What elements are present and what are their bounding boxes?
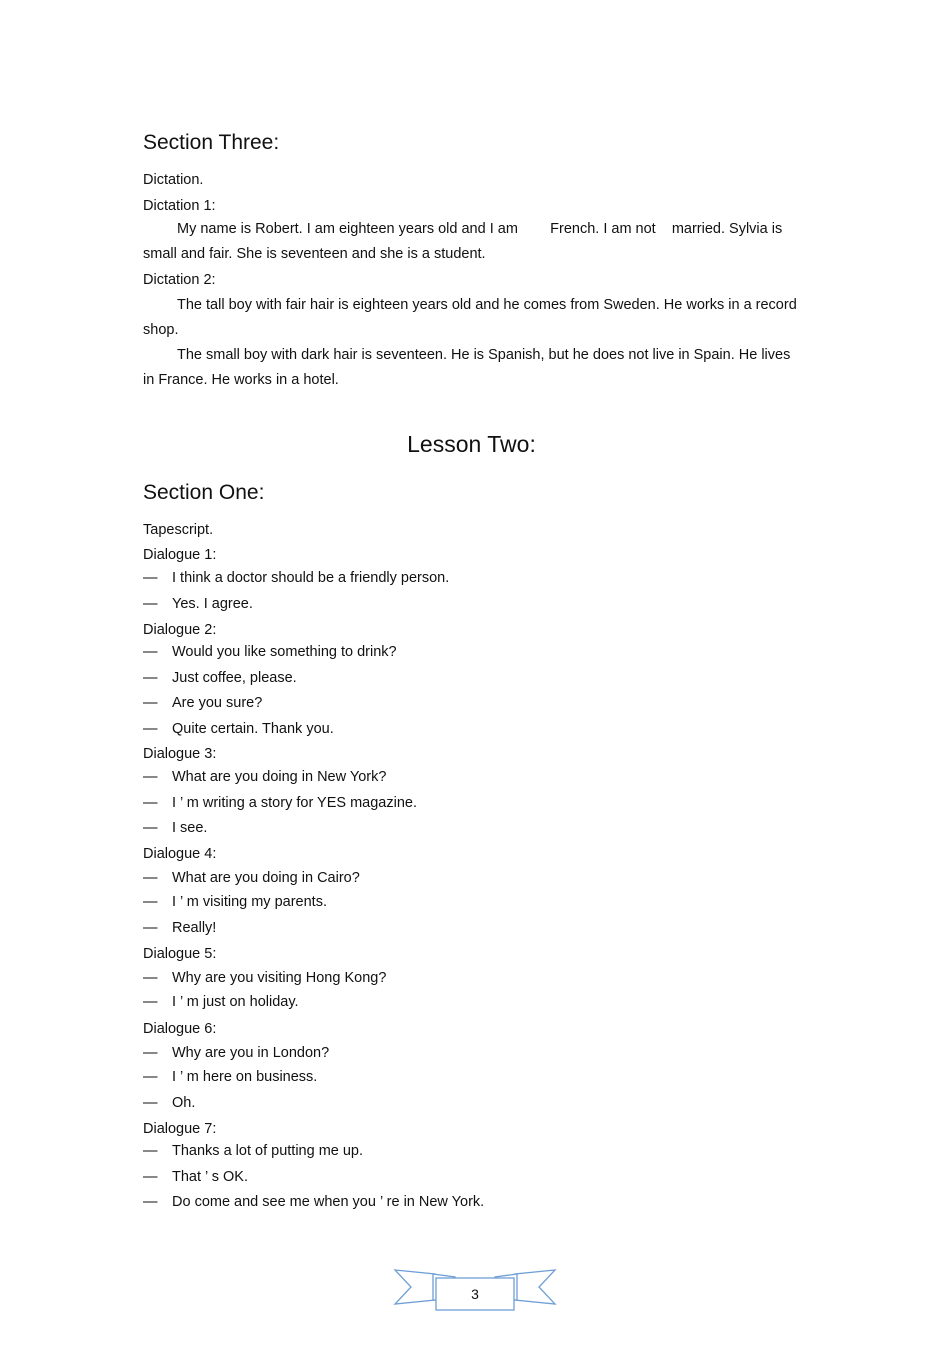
dialogue-dash: — xyxy=(143,1169,158,1185)
page-number: 3 xyxy=(471,1286,479,1302)
dictation-2-title: Dictation 2: xyxy=(143,272,216,288)
dialogue-line: Do come and see me when you ’ re in New York. xyxy=(172,1194,485,1210)
dialogue-dash: — xyxy=(143,644,158,660)
dialogue-line: That ’ s OK. xyxy=(172,1169,249,1185)
dialogue-1-title: Dialogue 1: xyxy=(143,547,217,563)
dictation-1-title: Dictation 1: xyxy=(143,198,216,214)
dialogue-line: I ’ m just on holiday. xyxy=(172,994,299,1010)
dialogue-line: Would you like something to drink? xyxy=(172,644,397,660)
dialogue-dash: — xyxy=(143,721,158,737)
dialogue-line: Really! xyxy=(172,920,217,936)
dialogue-dash: — xyxy=(143,1194,158,1210)
dictation-2-p2-body: The small boy with dark hair is seventeen. He is Spanish, but he does not live in Spain. He lives in France. He works in a hotel. xyxy=(143,347,791,388)
dialogue-line: I ’ m writing a story for YES magazine. xyxy=(172,795,417,811)
dialogue-4-title: Dialogue 4: xyxy=(143,846,217,862)
dialogue-line: Why are you visiting Hong Kong? xyxy=(172,970,387,986)
dialogue-line: Are you sure? xyxy=(172,695,263,711)
dialogue-line: Just coffee, please. xyxy=(172,670,297,686)
dialogue-line: I ’ m visiting my parents. xyxy=(172,894,327,910)
dialogue-dash: — xyxy=(143,570,158,586)
dialogue-line: Thanks a lot of putting me up. xyxy=(172,1143,364,1159)
dialogue-line: I ’ m here on business. xyxy=(172,1069,318,1085)
section-one-heading: Section One: xyxy=(143,481,265,504)
dialogue-line: Quite certain. Thank you. xyxy=(172,721,334,737)
dictation-2-paragraph-2 xyxy=(143,343,803,393)
dialogue-dash: — xyxy=(143,670,158,686)
dialogue-dash: — xyxy=(143,920,158,936)
dialogue-line: What are you doing in New York? xyxy=(172,769,387,785)
dictation-2-p1-body: The tall boy with fair hair is eighteen years old and he comes from Sweden. He works in a record shop. xyxy=(143,297,797,338)
dialogue-dash: — xyxy=(143,1069,158,1085)
dialogue-line: I think a doctor should be a friendly person. xyxy=(172,570,450,586)
dialogue-3-title: Dialogue 3: xyxy=(143,746,217,762)
dialogue-7-title: Dialogue 7: xyxy=(143,1121,217,1137)
tapescript-label: Tapescript. xyxy=(143,522,214,538)
dialogue-dash: — xyxy=(143,970,158,986)
dialogue-line: Why are you in London? xyxy=(172,1045,330,1061)
dialogue-dash: — xyxy=(143,1095,158,1111)
dictation-2-paragraph-1 xyxy=(143,293,803,343)
dialogue-dash: — xyxy=(143,994,158,1010)
dialogue-dash: — xyxy=(143,894,158,910)
dialogue-dash: — xyxy=(143,596,158,612)
dialogue-5-title: Dialogue 5: xyxy=(143,946,217,962)
dialogue-dash: — xyxy=(143,795,158,811)
dialogue-dash: — xyxy=(143,695,158,711)
dictation-1-body: My name is Robert. I am eighteen years old and I am French. I am not married. Sylvia is small and fair. She is seventeen and she is a student. xyxy=(143,221,787,262)
dialogue-dash: — xyxy=(143,820,158,836)
dialogue-line: What are you doing in Cairo? xyxy=(172,870,360,886)
dialogue-dash: — xyxy=(143,769,158,785)
dictation-label: Dictation. xyxy=(143,172,204,188)
dialogue-6-title: Dialogue 6: xyxy=(143,1021,217,1037)
section-three-heading: Section Three: xyxy=(143,131,280,154)
dialogue-line: Oh. xyxy=(172,1095,196,1111)
lesson-two-title: Lesson Two: xyxy=(407,431,536,457)
dialogue-line: Yes. I agree. xyxy=(172,596,253,612)
dialogue-line: I see. xyxy=(172,820,208,836)
dialogue-2-title: Dialogue 2: xyxy=(143,622,217,638)
dialogue-dash: — xyxy=(143,1045,158,1061)
dictation-1-text xyxy=(143,217,803,267)
dialogue-dash: — xyxy=(143,870,158,886)
dialogue-dash: — xyxy=(143,1143,158,1159)
